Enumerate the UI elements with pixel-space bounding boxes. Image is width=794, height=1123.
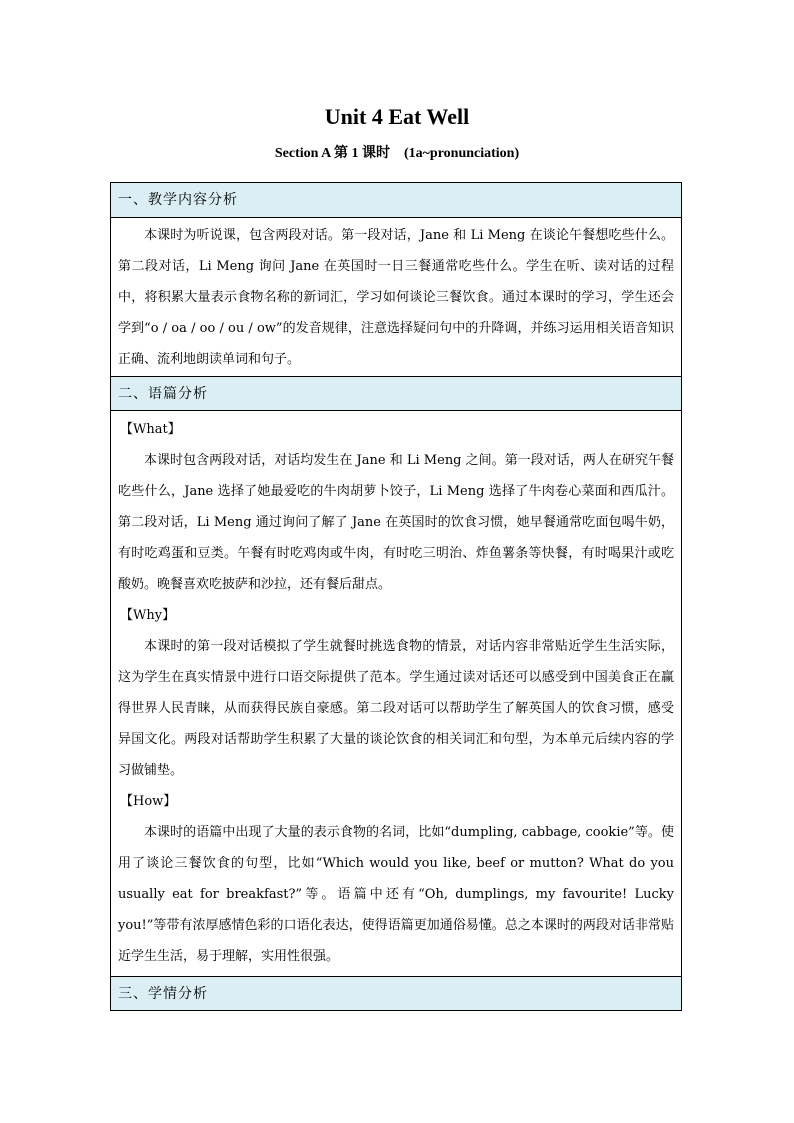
section-heading-learner-analysis: 三、学情分析 [111, 976, 681, 1010]
why-paragraph: 本课时的第一段对话模拟了学生就餐时挑选食物的情景，对话内容非常贴近学生生活实际，这为学生在真实情景中进行口语交际提供了范本。学生通过读对话还可以感受到中国美食正在赢得世界人民青睐，从而获得民族自豪感。第二段对话可以帮助学生了解英国人的饮食习惯，感受异国文化。两段对话帮助学生积累了大量的谈论饮食的相关词汇和句型，为本单元后续内容的学习做铺垫。 [118, 639, 674, 778]
section-heading-text-analysis: 二、语篇分析 [111, 376, 681, 411]
what-paragraph: 本课时包含两段对话，对话均发生在 Jane 和 Li Meng 之间。第一段对话，两人在研究午餐吃些什么，Jane 选择了她最爱吃的牛肉胡萝卜饺子，Li Meng 选择了牛肉卷心菜面和西瓜汁。第二段对话，Li Meng 通过询问了解了 Jane 在英国时的饮食习惯，她早餐通常吃面包喝牛奶，有时吃鸡蛋和豆类。午餐有时吃鸡肉或牛肉，有时吃三明治、炸鱼薯条等快餐，有时喝果汁或吃酸奶。晚餐喜欢吃披萨和沙拉，还有餐后甜点。 [118, 453, 675, 592]
lesson-analysis-table [110, 182, 682, 1011]
how-paragraph: 本课时的语篇中出现了大量的表示食物的名词，比如“dumpling, cabbage, cookie”等。使用了谈论三餐饮食的句型，比如“Which would you like, beef or mutton? What do you usually eat for breakfast?”等。语篇中还有“Oh, dumplings, my favourite! Lucky you!”等带有浓厚感情色彩的口语化表达，使得语篇更加通俗易懂。总之本课时的两段对话非常贴近学生生活，易于理解，实用性很强。 [118, 825, 674, 964]
content-analysis-paragraph: 本课时为听说课，包含两段对话。第一段对话，Jane 和 Li Meng 在谈论午餐想吃些什么。第二段对话，Li Meng 询问 Jane 在英国时一日三餐通常吃些什么。学生在听、读对话的过程中，将积累大量表示食物名称的新词汇，学习如何谈论三餐饮食。通过本课时的学习，学生还会学到“o / oa / oo / ou / ow”的发音规律，注意选择疑问句中的升降调，并练习运用相关语音知识正确、流利地朗读单词和句子。 [118, 228, 674, 367]
why-label: 【Why】 [120, 608, 176, 623]
document-title: Unit 4 Eat Well [324, 104, 470, 129]
content-analysis-body [111, 218, 681, 376]
document-subtitle: Section A 第 1 课时 (1a~pronunciation) [274, 146, 520, 161]
how-label: 【How】 [120, 794, 177, 809]
section-heading-content-analysis: 一、教学内容分析 [111, 183, 681, 218]
text-analysis-body [111, 413, 681, 973]
what-label: 【What】 [120, 422, 181, 437]
